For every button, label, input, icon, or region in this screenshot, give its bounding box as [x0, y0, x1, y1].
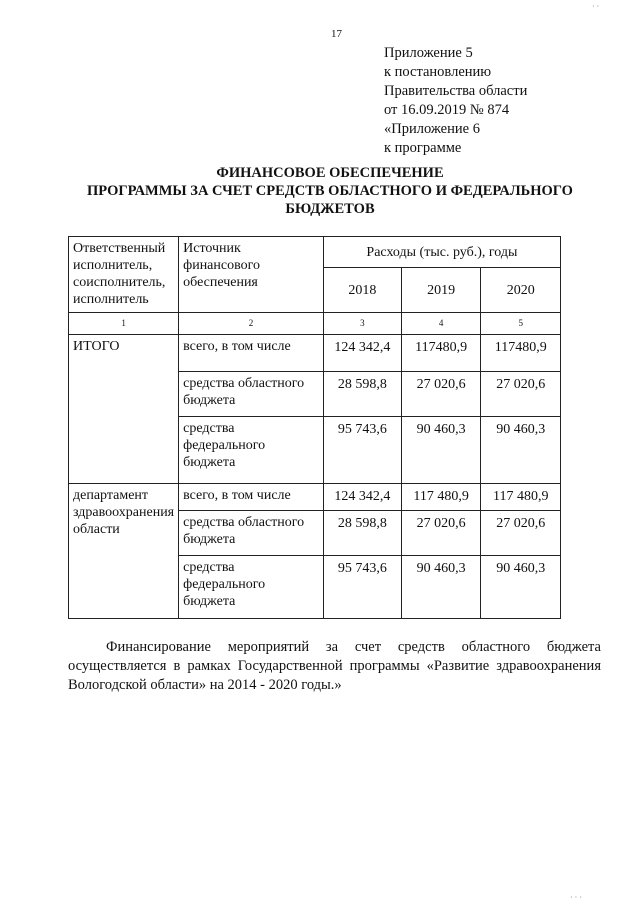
- value-cell: 95 743,6: [323, 417, 401, 484]
- page-number: 17: [331, 28, 342, 40]
- table-row: [69, 484, 561, 511]
- appendix-line: «Приложение 6: [384, 121, 480, 137]
- value-cell: 27 020,6: [401, 372, 481, 417]
- header-expenses: Расходы (тыс. руб.), годы: [323, 237, 560, 268]
- source-cell: всего, в том числе: [179, 484, 324, 511]
- value-cell: 90 460,3: [481, 417, 561, 484]
- appendix-line: Правительства области: [384, 83, 528, 99]
- header-year: 2019: [401, 268, 481, 313]
- value-cell: 124 342,4: [323, 335, 401, 372]
- source-cell: средства федерального бюджета: [179, 556, 324, 619]
- executor-cell: ИТОГО: [69, 335, 179, 484]
- header-year: 2018: [323, 268, 401, 313]
- table-row: [69, 335, 561, 372]
- scan-mark: · · ·: [570, 893, 582, 902]
- header-executor: Ответственный исполнитель, соисполнитель, исполнитель: [69, 237, 179, 313]
- column-number: 5: [481, 313, 561, 335]
- value-cell: 124 342,4: [323, 484, 401, 511]
- value-cell: 28 598,8: [323, 511, 401, 556]
- column-number: 4: [401, 313, 481, 335]
- value-cell: 27 020,6: [401, 511, 481, 556]
- document-title: [60, 164, 600, 218]
- value-cell: 90 460,3: [401, 556, 481, 619]
- source-cell: средства федерального бюджета: [179, 417, 324, 484]
- value-cell: 117480,9: [401, 335, 481, 372]
- column-number: 3: [323, 313, 401, 335]
- header-source: Источник финансового обеспечения: [179, 237, 324, 313]
- value-cell: 90 460,3: [481, 556, 561, 619]
- appendix-line: Приложение 5: [384, 45, 473, 61]
- value-cell: 27 020,6: [481, 372, 561, 417]
- column-numbers-row: [69, 313, 561, 335]
- financing-note-paragraph: Финансирование мероприятий за счет средств областного бюджета осуществляется в рамках Государственной программы «Развитие здравоохранения Вологодской области» на 2014 - 2020 годы.»: [68, 639, 601, 693]
- value-cell: 117 480,9: [481, 484, 561, 511]
- appendix-line: к постановлению: [384, 64, 492, 80]
- appendix-line: от 16.09.2019 № 874: [384, 102, 510, 118]
- value-cell: 95 743,6: [323, 556, 401, 619]
- financing-table: [68, 236, 561, 619]
- value-cell: 117480,9: [481, 335, 561, 372]
- title-line: ФИНАНСОВОЕ ОБЕСПЕЧЕНИЕ: [216, 165, 444, 181]
- table-header-row: [69, 237, 561, 268]
- source-cell: всего, в том числе: [179, 335, 324, 372]
- value-cell: 117 480,9: [401, 484, 481, 511]
- title-line: ПРОГРАММЫ ЗА СЧЕТ СРЕДСТВ ОБЛАСТНОГО И ФЕДЕРАЛЬНОГО: [87, 183, 573, 199]
- title-line: БЮДЖЕТОВ: [285, 201, 375, 217]
- appendix-block: [384, 44, 527, 158]
- scan-mark: · ·: [592, 2, 600, 11]
- value-cell: 90 460,3: [401, 417, 481, 484]
- executor-cell: департамент здравоохранения области: [69, 484, 179, 619]
- column-number: 2: [179, 313, 324, 335]
- column-number: 1: [69, 313, 179, 335]
- value-cell: 28 598,8: [323, 372, 401, 417]
- header-year: 2020: [481, 268, 561, 313]
- source-cell: средства областного бюджета: [179, 511, 324, 556]
- value-cell: 27 020,6: [481, 511, 561, 556]
- source-cell: средства областного бюджета: [179, 372, 324, 417]
- appendix-line: к программе: [384, 140, 462, 156]
